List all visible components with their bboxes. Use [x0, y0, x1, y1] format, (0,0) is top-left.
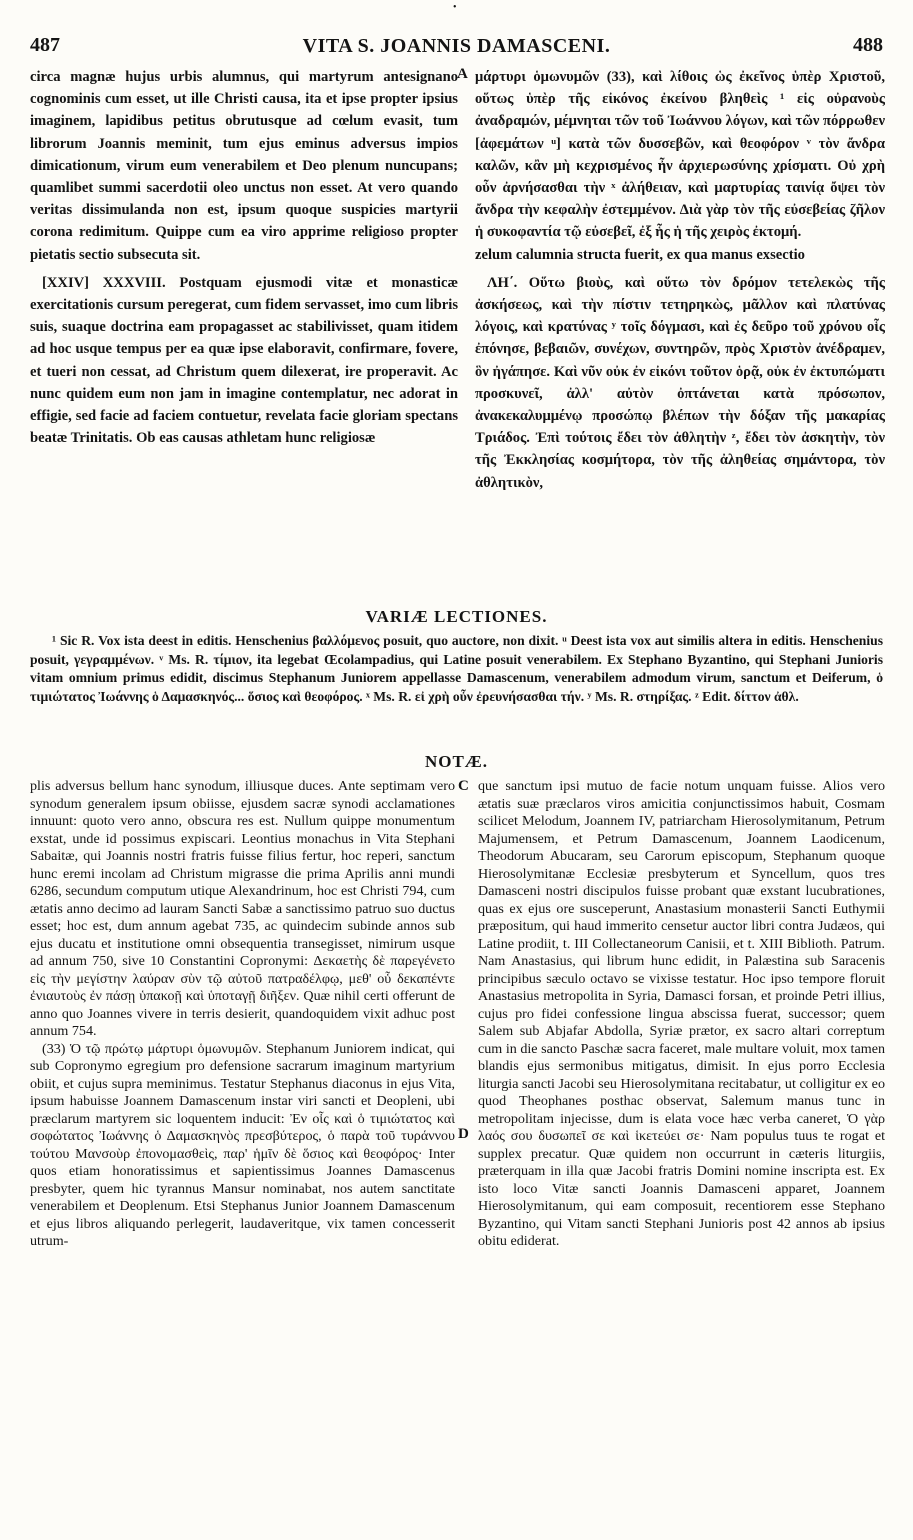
- page-number-left: 487: [30, 34, 60, 56]
- latin-text-column: [30, 66, 458, 640]
- page-number-right: 488: [853, 34, 883, 56]
- notes-heading: NOTÆ.: [424, 752, 489, 771]
- margin-letter-a: A: [457, 66, 468, 82]
- notes-column-left: [30, 778, 455, 1518]
- page-dot: •: [453, 2, 457, 13]
- note-paragraph: que sanctum ipsi mutuo de facie notum unquam fuisse. Alios vero ætatis suæ præclaros viros amicitia conjunctissimos habuit, Cosmam scilicet Melodum, Joannem IV, patriarcham Hierosolymitanum, Petrum Majumensem, et Petrum Damascenum, Joannem Laodicenum, Theodorum Abucaram, seu Carorum episcopum, Stephanum quoque Hierosolymitanæ Ecclesiæ presbyterum et Syncellum, quos tres Damasceni nostri discipulos fuisse probant quæ exstant lucubrationes, quas ex ejus ore susceperunt, Anastasium monasterii Sancti Euthymii præpositum, qui haud immerito censetur auctor libri contra Judæos, qui Latine prodiit, t. III Collectaneorum Canisii, et t. XIII Biblioth. Patrum. Nam Anastasius, qui librum hunc edidit, in Palæstina sub Saracenis principibus sæculo octavo se vixisse testatur. Hoc ipso tempore floruit Anastasius metropolita in Syria, Damasci forsan, et proinde Petri illius, cujus pro fidei confessione lingua abscissa fuerat, successor; quem Salem sub Abjafar Abdolla, Syriæ prætor, ex sacro altari correptum cum in die sancto Paschæ sacra faceret, male multare voluit, mox tamen blandis ejus sermonibus mitigatus, dimisit. In ejus porro Ecclesia liturgia sancti Jacobi seu Hierosolymitana recitabatur, ut colligitur ex eo quod Theophanes posthac observat, Salemum manus tunc in metropolitam injecisse, dum is elata voce hæc verba caneret, Ὁ γὰρ λαός σου δυσωπεῖ σε καὶ ἱκετεύει σε· Nam populus tuus te rogat et supplex precatur. Quæ quidem non occurrunt in cæteris liturgiis, præterquam in illa quæ Jacobi fratris Domini nomine inscripta est. Ex isto loco Vitæ sancti Joannis Damasceni apparet, Joannem Hierosolymitanum, qui eam composuit, recentiorem esse Stephano Byzantino, qui Vitam sancti Stephani Junioris post 42 annos ab ipsius obitu ediderat.: [478, 778, 885, 1249]
- latin-continuation: zelum calumnia structa fuerit, ex qua manus exsectio: [475, 246, 805, 263]
- greek-text-column: [475, 66, 885, 640]
- notes-column-right: [478, 778, 885, 1518]
- latin-paragraph: circa magnæ hujus urbis alumnus, qui martyrum antesignano cognominis cum esset, ut ille Christi causa, ita et ipse propter ipsius imaginem, lapidibus petitus obrutusque ad cœlum evasit, tum librorum Joannis meminit, tum ejus eminus adversus impios dimicationum, virum eum venerabilem et Deo plenum nuncupans; quamlibet summi sacerdotii oleo unctus non esset. At vero quando veritas dissimulanda non est, ipsum quoque suspicies martyrii corona redimitum. Quippe cum ea viro apprime religioso propter pietatis sectio subsecuta sit.: [30, 69, 458, 263]
- page-title: VITA S. JOANNIS DAMASCENI.: [302, 35, 611, 57]
- variants-heading: VARIÆ LECTIONES.: [365, 607, 548, 626]
- margin-letter-d: D: [458, 1126, 469, 1142]
- note-paragraph: (33) Ὁ τῷ πρώτῳ μάρτυρι ὁμωνυμῶν. Stephanum Juniorem indicat, qui sub Copronymo egregium pro defensione sacrarum imaginum martyrium obiit, et cujus supra meminimus. Testatur Stephanus diaconus in ejus Vita, ipsum habuisse Joannem Damascenum instar viri sancti et Deopleni, ubi præclarum martyrem sic loquentem inducit: Ἐν οἷς καὶ ὁ τιμιώτατος καὶ σοφώτατος Ἰωάννης ὁ Δαμασκηνὸς πρεσβύτερος, ὁ παρὰ τοῦ τυράννου τούτου Μανσοὺρ ἐπονομασθεὶς, παρ' ἡμῖν δὲ ὅσιος καὶ θεοφόρος· Inter quos etiam honoratissimus et sapientissimus Joannes Damascenus presbyter, quem hic tyrannus Mansur nominabat, nos autem sanctitate venerabilem et Deoplenum. Etsi Stephanus Junior Joannem Damascenum et ejus libros aliquando perlegerit, laudaveritque, vix tamen concesserit utrum-: [30, 1040, 455, 1249]
- margin-letter-c: C: [458, 778, 469, 794]
- variant-readings: [30, 632, 883, 706]
- note-paragraph: plis adversus bellum hanc synodum, illiusque duces. Ante septimam vero synodum generalem ipsum obiisse, ejusdem sacræ synodi acclamationes innuunt: quoto vero anno, obscura res est. Nullum quippe monumentum exstat, unde id possimus expiscari. Leontius monachus in Vita Stephani Sabaitæ, qui Joannis nostri fratris fuisse filius fertur, hoc reperi, sanctum hunc eremi incolam ad Christum migrasse die prima Aprilis anni mundi 6286, secundum computum utique Alexandrinum, hoc est Christi 794, cum ætatis anno decimo ad lauram Sancti Sabæ a sanctissimo patruo suo ductus esset; hoc est, dum annum agebat 735, ac quindecim subinde annos sub ejus ducatu et institutione omni obsequentia transegisset, nimirum usque ad annum 750, sive 10 Constantini Copronymi: Δεκαετὴς δὲ παρεγένετο εἰς τὴν μεγίστην λαύραν σὺν τῷ αὐτοῦ πατραδέλφῳ, μεθ' οὗ δεκαπέντε ἐνιαυτοὺς ἐν πάσῃ ὑπακοῇ καὶ ὑποταγῇ διῆξεν. Quæ nihil certi offerunt de anno quo Joannes vivere in terris desierit, quandoquidem vixit adhuc post annum 754.: [30, 778, 455, 1039]
- greek-paragraph: ΛΗ΄. Οὕτω βιοὺς, καὶ οὕτω τὸν δρόμον τετελεκὼς τῆς ἀσκήσεως, καὶ τὴν πίστιν τετηρηκὼς, μᾶλλον καὶ πλατύνας λόγοις, καὶ κρατύνας ʸ τοῖς δόγμασι, καὶ ἐς δεῦρο τοῦ χρόνου οἷς ἐπόνησε, βεβαιῶν, συνέχων, συντηρῶν, πρὸς Χριστὸν ἀνέδραμεν, ὃν ἠγάπησε. Καὶ νῦν οὐκ ἐν εἰκόνι τοῦτον ὁρᾷ, οὐκ ἐν ἐκτυπώματι προσκυνεῖ, ἀλλ' αὐτὸν ὀπτάνεται κατὰ πρόσωπον, ἀνακεκαλυμμένῳ προσώπῳ βλέπων τὴν δόξαν τῆς μακαρίας Τριάδος. Ἐπὶ τούτοις ἔδει τὸν ἀθλητὴν ᶻ, ἔδει τὸν ἀσκητὴν, τὸν τῆς Ἐκκλησίας κοσμήτορα, τὸν τῆς ἀληθείας σημάντορα, τὸν ἀθλητικὸν,: [475, 274, 885, 491]
- variants-text: ¹ Sic R. Vox ista deest in editis. Henschenius βαλλόμενος posuit, quo auctore, non dixit. ᵘ Deest ista vox aut similis altera in editis. Henschenius posuit, γεγραμμένων. ᵛ Ms. R. τίμιον, ita legebat Œcolampadius, qui Latine posuit venerabilem. Ex Stephano Byzantino, qui Stephani Junioris vitam omnium primus edidit, discimus Stephanum Juniorem appellasse Damascenum, venerabilem admodum virum, sanctum et Deiferum, ὁ τιμιώτατος Ἰωάννης ὁ Δαμασκηνός... ὅσιος καὶ θεοφόρος. ˣ Ms. R. εἰ χρὴ οὖν ἐρευνήσασθαι τήν. ʸ Ms. R. στηρίξας. ᶻ Edit. δίττον ἀθλ.: [30, 633, 883, 704]
- greek-paragraph: μάρτυρι ὁμωνυμῶν (33), καὶ λίθοις ὡς ἐκεῖνος ὑπὲρ Χριστοῦ, οὕτως ὑπὲρ τῆς εἰκόνος ἐκείνου βληθεὶς ¹ εἰς οὐρανοὺς ἀναδραμών, μέμνηται τῶν τοῦ Ἰωάννου λόγων, καὶ τῶν πόρρωθεν [ἀφεμάτων ᵘ] κατὰ τῶν δυσσεβῶν, καὶ θεοφόρον ᵛ τὸν ἄνδρα καλῶν, κἂν μὴ κεχρισμένος ἦν ἀρχιερωσύνης χρίσματι. Οὐ χρὴ οὖν ἀρνήσασθαι τὴν ˣ ἀλήθειαν, καὶ μαρτυρίας ταινίᾳ ὄψει τὸν ἄνδρα τὴν κεφαλὴν ἐστεμμένον. Διὰ γὰρ τὸν τῆς εὐσεβείας ζῆλον ἡ συκοφαντία τῷ εὐσεβεῖ, ἐξ ἧς ἡ τῆς χειρὸς ἐκτομή.: [475, 69, 885, 241]
- running-header: [30, 30, 883, 60]
- latin-paragraph: [XXIV] XXXVIII. Postquam ejusmodi vitæ et monasticæ exercitationis cursum peregerat, cum fidem servasset, imo cum libris suis, suaque doctrina eam propagasset ac stabilivisset, quam itidem ad hoc usque tempus per ea quæ ipse elaboravit, confirmare, fovere, et tueri non cessat, ad Christum quem dilexerat, ire properavit. Ac nunc quidem eum non jam in imagine contemplatur, nec adorat in effigie, sed facie ad faciem contuetur, revelata facie gloriam spectans beatæ Trinitatis. Ob eas causas athletam hunc religiosæ: [30, 274, 458, 447]
